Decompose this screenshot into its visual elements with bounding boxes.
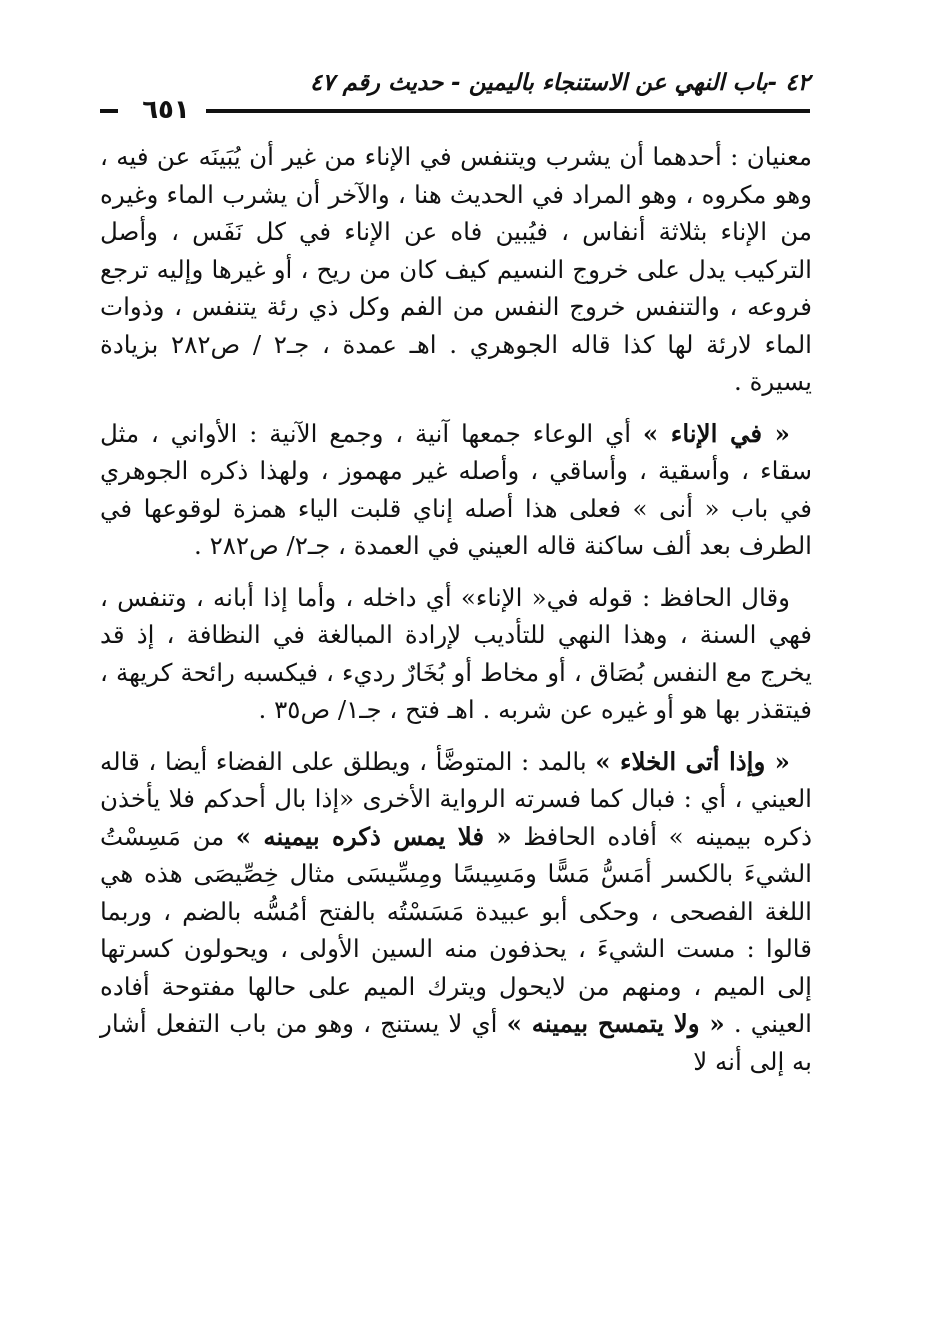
- paragraph-text: أي الوعاء جمعها آنية ، وجمع الآنية : الأواني ، مثل سقاء ، وأسقية ، وأساقي ، وأصله غير مهموز ، ولهذا ذكره الجوهري في باب « أنى » فعلى هذا أصله إناي قلبت الياء همزة لوقوعها في الطرف بعد ألف ساكنة قاله العيني في العمدة ، جـ٢/ ص٢٨٢ .: [100, 418, 812, 560]
- running-head: ٤٢ -باب النهي عن الاستنجاء باليمين - حديث رقم ٤٧: [309, 70, 810, 96]
- paragraph: [100, 415, 812, 565]
- quoted-term: « فلا يمس ذكره بيمينه »: [235, 821, 512, 851]
- header-rule-left: [100, 109, 118, 113]
- paragraph-text: بالمد : المتوضَّأ ، ويطلق على الفضاء أيضا ، قاله العيني ، أي : فبال كما فسرته الرواية الأخرى «إذا بال أحدكم فلا يأخذن ذكره بيمينه » أفاده الحافظ: [100, 746, 812, 851]
- paragraph: [100, 138, 812, 401]
- quoted-term: « في الإناء »: [642, 418, 790, 448]
- paragraph-text: وقال الحافظ : قوله في« الإناء» أي داخله ، وأما إذا أبانه ، وتنفس ، فهي السنة ، وهذا النهي للتأديب لإرادة المبالغة في النظافة ، إذ قد يخرج مع النفس بُصَاق ، أو مخاط أو بُخَارٌ رديء ، فيكسبه رائحة كريهة ، فيتقذر بها هو أو غيره عن شربه . اهـ فتح ، جـ١/ ص٣٥ .: [100, 582, 812, 724]
- page-number: ٦٥١: [142, 95, 190, 125]
- body-text: [100, 138, 812, 1080]
- paragraph: [100, 579, 812, 729]
- paragraph-text: معنيان : أحدهما أن يشرب ويتنفس في الإناء من غير أن يُبَينَه عن فيه ، وهو مكروه ، وهو المراد في الحديث هنا ، والآخر أن يشرب الماء وغيره من الإناء بثلاثة أنفاس ، فيُبين فاه عن الإناء في كل نَفَس ، وأصل التركيب يدل على خروج النسيم كيف كان من ريح ، أو غيرها وإليه ترجع فروعه ، والتنفس خروج النفس من الفم وكل ذي رئة يتنفس ، وذوات الماء لارئة لها كذا قاله الجوهري . اهـ عمدة ، جـ٢ / ص٢٨٢ بزيادة يسيرة .: [100, 142, 812, 396]
- quoted-term: « ولا يتمسح بيمينه »: [506, 1009, 725, 1038]
- header-rule-right: [206, 109, 810, 113]
- paragraph-text: من مَسِسْتُ الشيءَ بالكسر أمَسُّ مَسًّا ومَسِيسًا ومِسِّيسَى مثال خِصِّيصَى هذه هي اللغة الفصحى ، وحكى أبو عبيدة مَسَسْتُه بالفتح أمُسُّه بالضم ، وربما قالوا : مست الشيءَ ، يحذفون منه السين الأولى ، ويحولون كسرتها إلى الميم ، ومنهم من لايحول ويترك الميم على حالها مفتوحة أفاده العيني .: [100, 821, 812, 1038]
- paragraph: [100, 743, 812, 1081]
- quoted-term: « وإذا أتى الخلاء »: [595, 746, 790, 776]
- paragraph-text: أي لا يستنج ، وهو من باب التفعل أشار به إلى أنه لا: [100, 1009, 812, 1076]
